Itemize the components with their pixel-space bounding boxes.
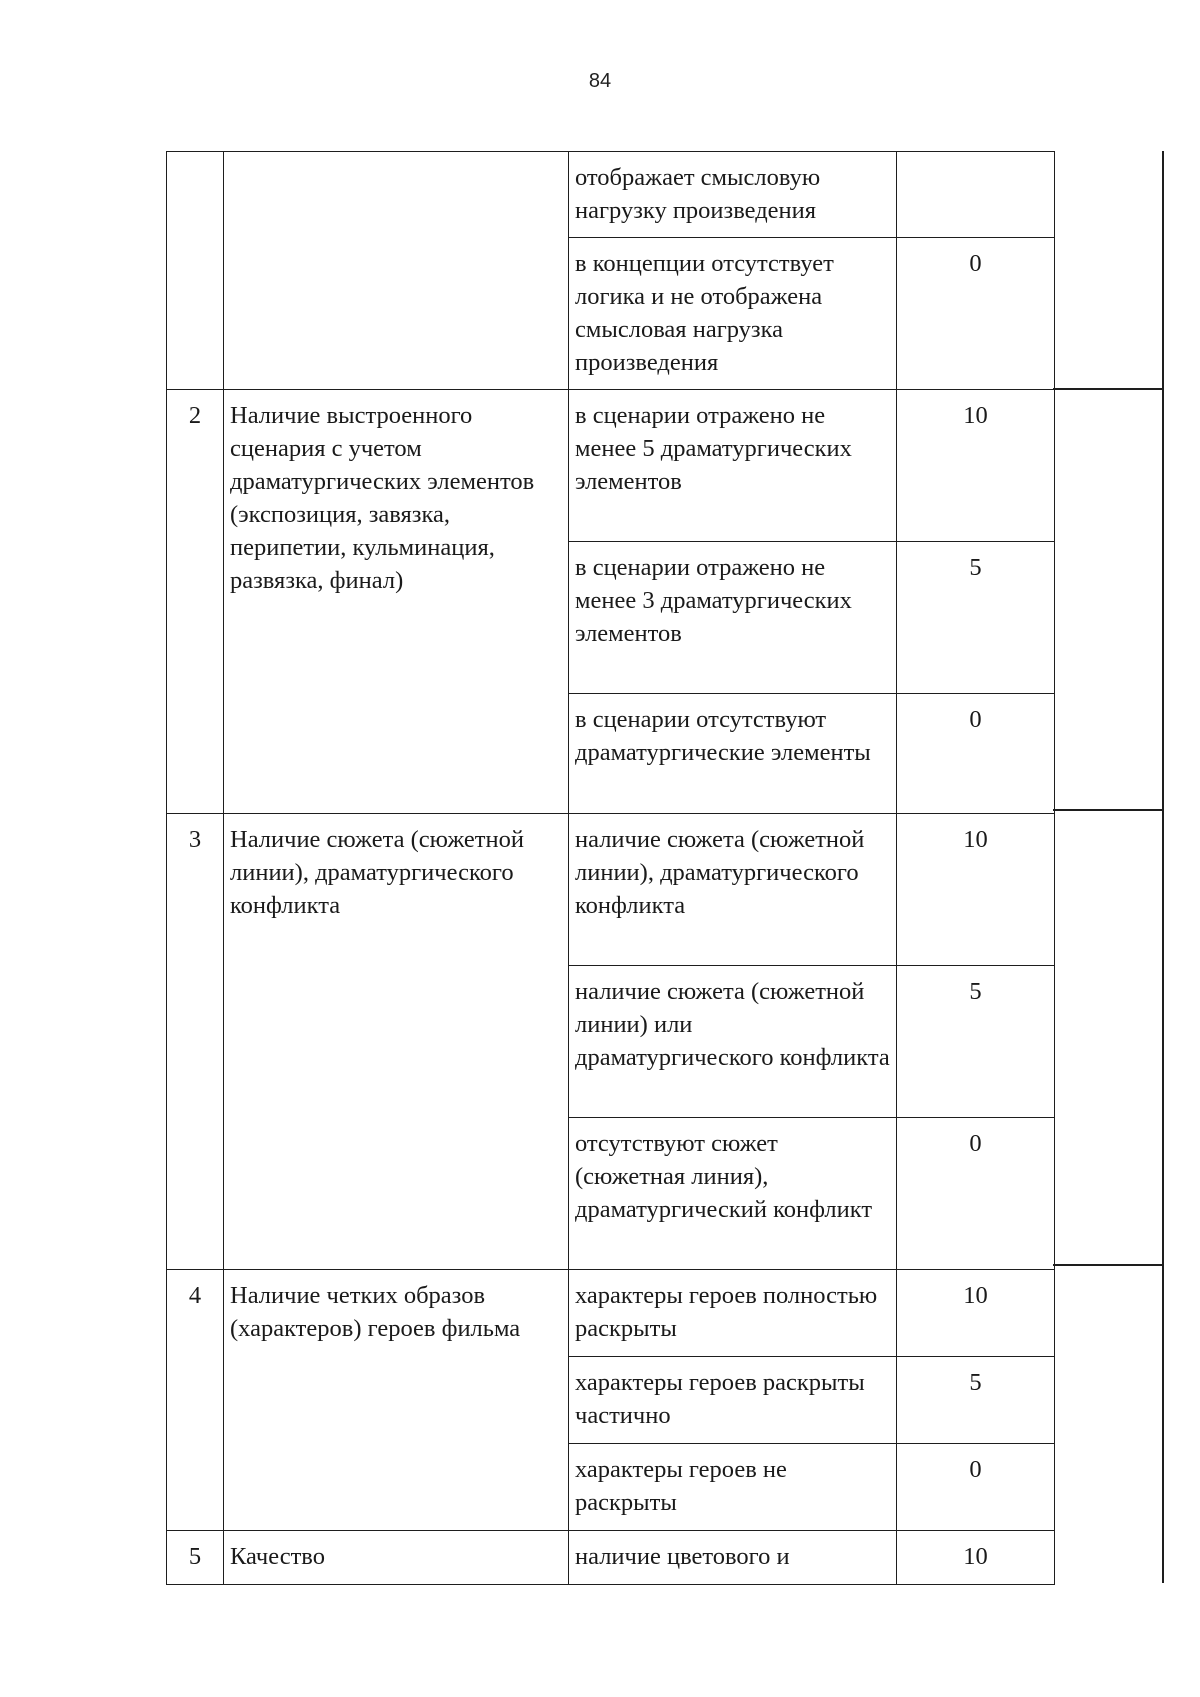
table-row — [167, 390, 1055, 542]
option-description: отображает смысловую нагрузку произведения — [569, 152, 897, 238]
table-row — [167, 814, 1055, 966]
option-score: 5 — [897, 542, 1055, 694]
criterion-cell: Наличие выстроенного сценария с учетом драматургических элементов (экспозиция, завязка, перипетии, кульминация, развязка, финал) — [224, 390, 569, 814]
option-score: 0 — [897, 1118, 1055, 1270]
margin-rule-segment — [1053, 388, 1163, 390]
option-description: в сценарии отражено не менее 5 драматургических элементов — [569, 390, 897, 542]
criterion-cell: Наличие сюжета (сюжетной линии), драматургического конфликта — [224, 814, 569, 1270]
option-description: в сценарии отсутствуют драматургические элементы — [569, 694, 897, 814]
table-row — [167, 152, 1055, 238]
option-score: 0 — [897, 1444, 1055, 1531]
criterion-number-cell: 3 — [167, 814, 224, 1270]
margin-rule-segment — [1053, 1264, 1163, 1266]
criterion-number-cell: 5 — [167, 1531, 224, 1585]
option-description: наличие цветового и — [569, 1531, 897, 1585]
option-description: характеры героев не раскрыты — [569, 1444, 897, 1531]
option-score: 10 — [897, 390, 1055, 542]
table-row — [167, 1270, 1055, 1357]
option-score: 5 — [897, 1357, 1055, 1444]
option-description: в сценарии отражено не менее 3 драматургических элементов — [569, 542, 897, 694]
criterion-cell: Качество — [224, 1531, 569, 1585]
option-score: 10 — [897, 1270, 1055, 1357]
option-description: характеры героев раскрыты частично — [569, 1357, 897, 1444]
criterion-cell — [224, 152, 569, 390]
option-description: наличие сюжета (сюжетной линии), драматургического конфликта — [569, 814, 897, 966]
option-score: 10 — [897, 814, 1055, 966]
criterion-number-cell — [167, 152, 224, 390]
option-description: наличие сюжета (сюжетной линии) или драматургического конфликта — [569, 966, 897, 1118]
option-description: в концепции отсутствует логика и не отображена смысловая нагрузка произведения — [569, 238, 897, 390]
table-row — [167, 1531, 1055, 1585]
option-description: характеры героев полностью раскрыты — [569, 1270, 897, 1357]
criterion-number-cell: 2 — [167, 390, 224, 814]
criterion-cell: Наличие четких образов (характеров) героев фильма — [224, 1270, 569, 1531]
right-margin-rule — [1162, 151, 1164, 1583]
option-score: 5 — [897, 966, 1055, 1118]
option-description: отсутствуют сюжет (сюжетная линия), драматургический конфликт — [569, 1118, 897, 1270]
criterion-number-cell: 4 — [167, 1270, 224, 1531]
criteria-table — [166, 151, 1055, 1585]
option-score: 10 — [897, 1531, 1055, 1585]
option-score: 0 — [897, 694, 1055, 814]
margin-rule-segment — [1053, 809, 1163, 811]
page-number: 84 — [588, 70, 612, 92]
option-score — [897, 152, 1055, 238]
option-score: 0 — [897, 238, 1055, 390]
